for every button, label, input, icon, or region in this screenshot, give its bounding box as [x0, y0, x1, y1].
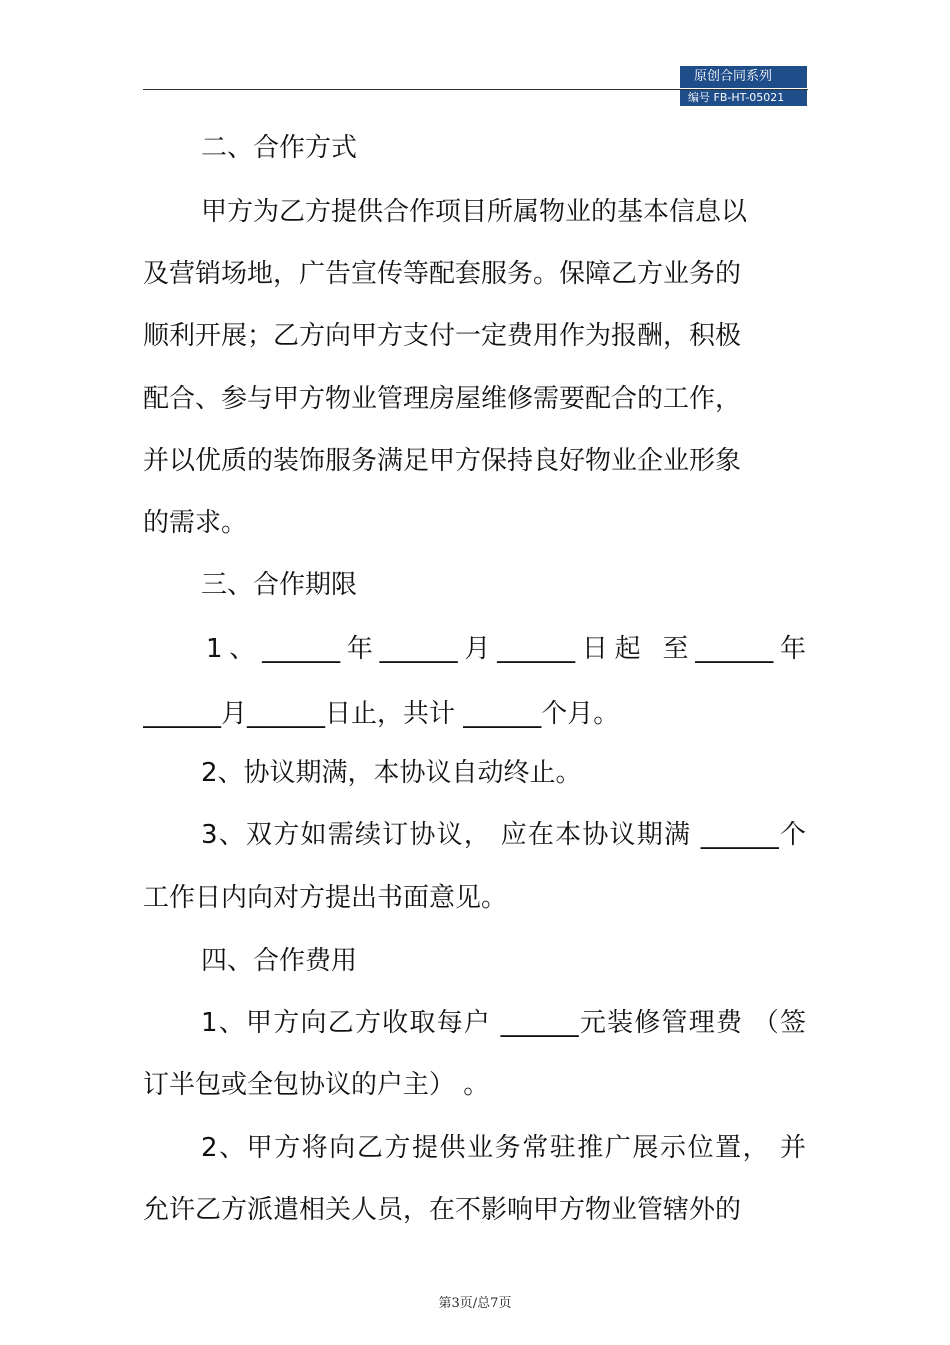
paragraph-line: 的需求。 [143, 508, 248, 538]
paragraph-line: ______月______日止，共计 ______个月。 [143, 699, 620, 729]
paragraph-line: 及营销场地，广告宣传等配套服务。保障乙方业务的 [143, 259, 742, 289]
paragraph-line: 甲方为乙方提供合作项目所属物业的基本信息以 [201, 197, 748, 227]
paragraph-line: 2、协议期满，本协议自动终止。 [201, 758, 582, 788]
paragraph-line: 2、甲方将向乙方提供业务常驻推广展示位置， 并 [201, 1133, 806, 1163]
code-badge: 编号 FB-HT-05021 [680, 90, 807, 106]
paragraph-line: 顺利开展；乙方向甲方支付一定费用作为报酬，积极 [143, 321, 742, 351]
paragraph-line: 配合、参与甲方物业管理房屋维修需要配合的工作， [143, 384, 742, 414]
paragraph-line: 订半包或全包协议的户主） 。 [143, 1070, 490, 1100]
section-heading: 四、合作费用 [201, 946, 358, 976]
section-heading: 三、合作期限 [201, 570, 358, 600]
paragraph-line: 工作日内向对方提出书面意见。 [143, 883, 508, 913]
paragraph-line: 1、______年______月______日起 至______年 [206, 634, 806, 664]
page-number: 第3页/总7页 [438, 1296, 512, 1311]
paragraph-line: 允许乙方派遣相关人员，在不影响甲方物业管辖外的 [143, 1195, 742, 1225]
series-badge: 原创合同系列 [680, 66, 807, 88]
paragraph-line: 3、双方如需续订协议， 应在本协议期满 ______个 [201, 820, 806, 850]
paragraph-line: 并以优质的装饰服务满足甲方保持良好物业企业形象 [143, 446, 742, 476]
section-heading: 二、合作方式 [201, 133, 358, 163]
paragraph-line: 1、甲方向乙方收取每户 ______元装修管理费 （签 [201, 1008, 806, 1038]
